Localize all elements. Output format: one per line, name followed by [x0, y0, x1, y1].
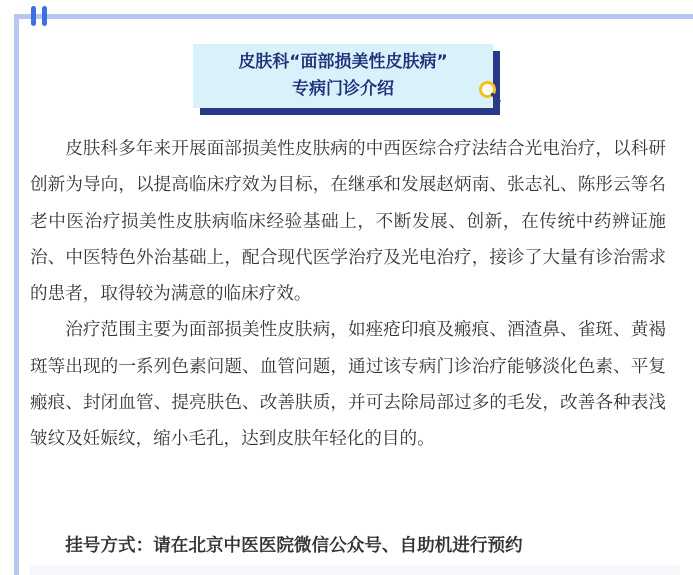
- paragraph-scope: 治疗范围主要为面部损美性皮肤病，如痤疮印痕及瘢痕、酒渣鼻、雀斑、黄褐斑等出现的一系列色素问题、血管问题，通过该专病门诊治疗能够淡化色素、平复瘢痕、封闭血管、提亮肤色、改善肤质，并可去除局部过多的毛发，改善各种表浅皱纹及妊娠纹，缩小毛孔，达到皮肤年轻化的目的。: [30, 320, 666, 450]
- frame-top-border: [14, 14, 693, 19]
- title-box: [193, 44, 493, 108]
- title-line-1: 皮肤科“面部损美性皮肤病”: [238, 52, 448, 72]
- paragraph-intro: 皮肤科多年来开展面部损美性皮肤病的中西医综合疗法结合光电治疗，以科研创新为导向，以提高临床疗效为目标，在继承和发展赵炳南、张志礼、陈彤云等名老中医治疗损美性皮肤病临床经验基础上，不断发展、创新，在传统中药辨证施治、中医特色外治基础上，配合现代医学治疗及光电治疗，接诊了大量有诊治需求的患者，取得较为满意的临床疗效。: [30, 139, 666, 305]
- bottom-band: [30, 566, 680, 575]
- article-body: [30, 131, 666, 458]
- decor-tick: [31, 6, 36, 26]
- decor-tick: [42, 6, 47, 26]
- registration-info: 挂号方式：请在北京中医医院微信公众号、自助机进行预约: [65, 536, 523, 556]
- title-line-2: 专病门诊介绍: [292, 79, 394, 99]
- title-banner: [193, 44, 503, 116]
- magnifier-icon: [478, 80, 502, 104]
- frame-left-border: [14, 14, 19, 575]
